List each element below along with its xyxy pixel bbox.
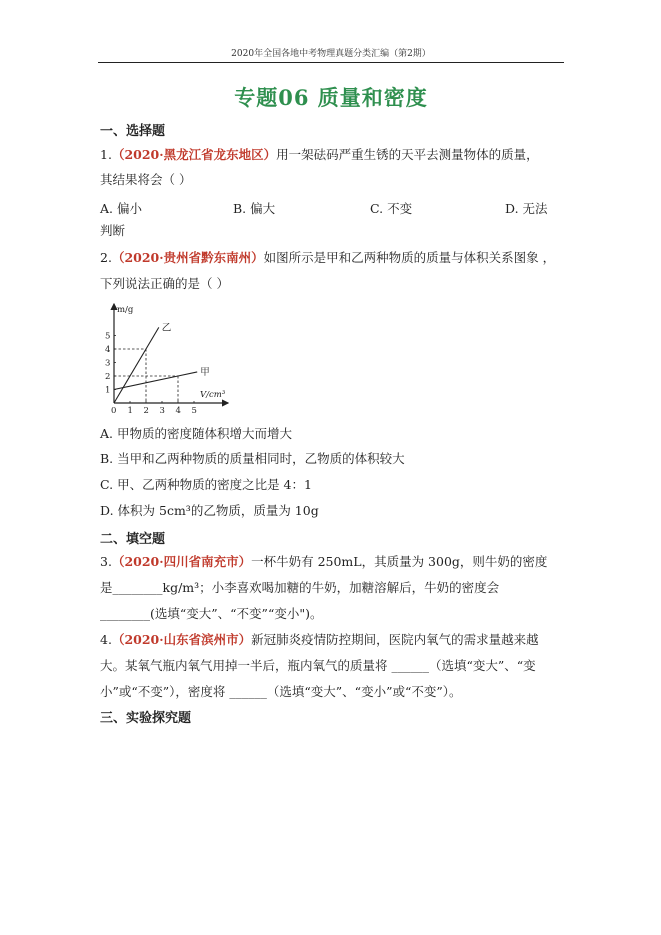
q1-line2: 其结果将会（ ） <box>100 172 192 187</box>
q1-number: 1. <box>100 147 112 162</box>
section-experiment: 三、实验探究题 <box>100 711 192 726</box>
q2-source: （2020·贵州省黔东南州） <box>111 250 264 265</box>
section-choice: 一、选择题 <box>100 124 166 139</box>
q3-line2: 是________kg/m³；小李喜欢喝加糖的牛奶，加糖溶解后，牛奶的密度会 <box>100 580 500 595</box>
q4-source: （2020·山东省滨州市） <box>111 632 252 647</box>
y-tick-label: 5 <box>105 331 111 342</box>
origin-label: 0 <box>111 406 117 416</box>
y-tick-label: 4 <box>105 345 111 355</box>
q2-number: 2. <box>100 250 112 265</box>
q1-line3: 判断 <box>100 223 126 238</box>
q4-line3: 小”或“不变”），密度将 ______（选填“变大”、“变小”或“不变”）。 <box>100 684 462 699</box>
q2-line2: 下列说法正确的是（ ） <box>100 276 229 291</box>
q3-line1 <box>100 553 570 571</box>
mass-volume-chart <box>98 300 248 422</box>
q3-source: （2020·四川省南充市） <box>111 554 252 569</box>
y-axis-label: m/g <box>117 305 134 315</box>
y-tick-label: 3 <box>105 358 111 369</box>
x-tick-label: 1 <box>127 406 133 416</box>
series-label-jia: 甲 <box>200 366 210 378</box>
section-fill: 二、填空题 <box>100 532 166 547</box>
x-tick-label: 4 <box>175 406 181 416</box>
q1-line1 <box>100 146 570 164</box>
q1-option-c: C. 不变 <box>370 201 413 216</box>
series-line-jia <box>114 372 197 390</box>
series-label-yi: 乙 <box>161 322 172 334</box>
q1-option-a: A. 偏小 <box>100 201 142 216</box>
q2-option-d: D. 体积为 5cm³的乙物质，质量为 10g <box>100 503 319 518</box>
series-line-yi <box>114 327 159 403</box>
q2-option-b: B. 当甲和乙两种物质的质量相同时，乙物质的体积较大 <box>100 451 405 466</box>
q3-number: 3. <box>100 554 112 569</box>
header-rule <box>98 62 564 63</box>
q3-text1: 一杯牛奶有 250mL，其质量为 300g，则牛奶的密度 <box>251 554 548 569</box>
page-header: 2020年全国各地中考物理真题分类汇编（第2期） <box>231 49 431 59</box>
q4-text1: 新冠肺炎疫情防控期间，医院内氧气的需求量越来越 <box>251 632 539 647</box>
q2-line1 <box>100 249 570 267</box>
q3-line3: ________(选填“变大”、“不变”“变小")。 <box>100 606 323 621</box>
q2-option-c: C. 甲、乙两种物质的密度之比是 4：1 <box>100 477 312 492</box>
q4-number: 4. <box>100 632 112 647</box>
q1-text1: 用一架砝码严重生锈的天平去测量物体的质量， <box>276 147 539 162</box>
q1-option-b: B. 偏大 <box>233 201 276 216</box>
page-title: 专题06 质量和密度 <box>234 85 428 110</box>
q1-option-d: D. 无法 <box>505 201 548 216</box>
y-tick-label: 1 <box>105 385 111 396</box>
x-axis-label: V/cm³ <box>200 390 226 400</box>
y-tick-label: 2 <box>105 372 111 382</box>
q2-text1: 如图所示是甲和乙两种物质的质量与体积关系图象 ， <box>263 250 556 265</box>
x-tick-label: 2 <box>143 406 149 416</box>
x-tick-label: 3 <box>159 406 165 416</box>
q4-line2: 大。某氧气瓶内氧气用掉一半后，瓶内氧气的质量将 ______（选填“变大”、“变 <box>100 658 536 673</box>
q1-source: （2020·黑龙江省龙东地区） <box>111 147 277 162</box>
x-tick-label: 5 <box>191 406 197 416</box>
q2-option-a: A. 甲物质的密度随体积增大而增大 <box>100 426 292 441</box>
q4-line1 <box>100 631 570 649</box>
